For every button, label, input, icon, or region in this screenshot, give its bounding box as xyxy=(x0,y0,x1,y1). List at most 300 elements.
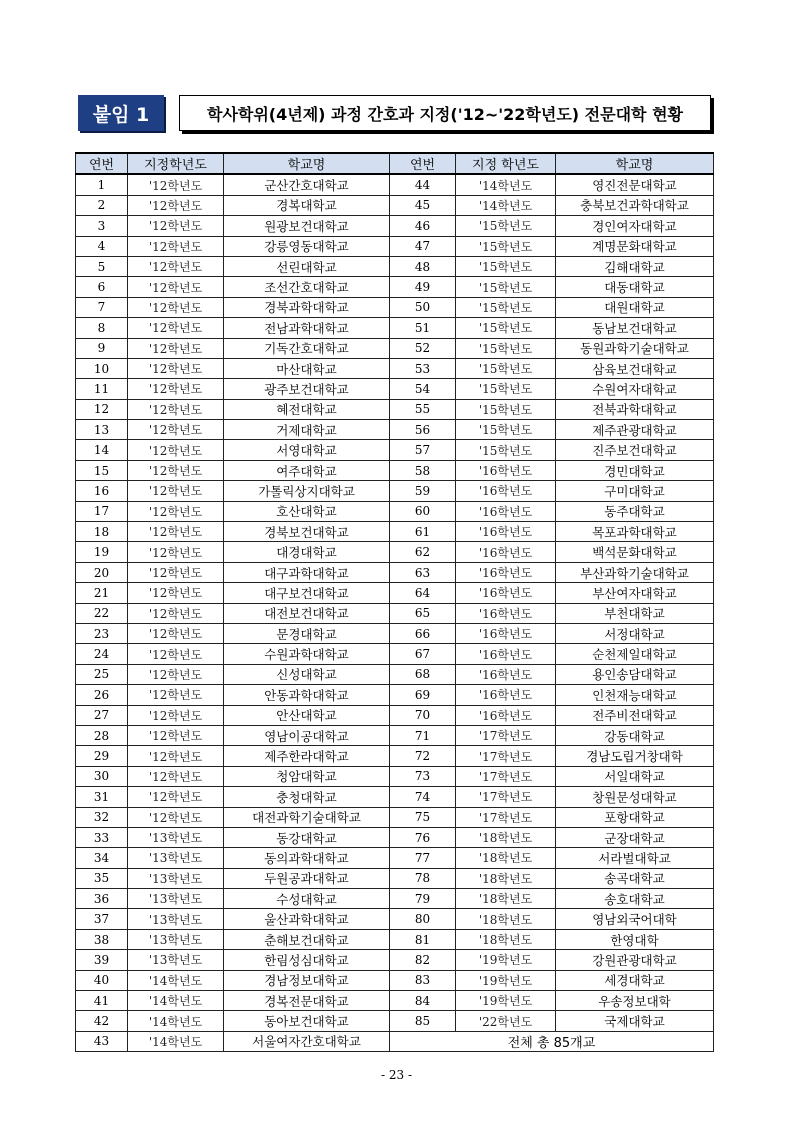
row-school: 구미대학교 xyxy=(556,481,714,501)
row-number: 11 xyxy=(76,379,128,399)
row-year: '16학년도 xyxy=(456,522,556,542)
row-number: 85 xyxy=(390,1011,456,1031)
row-year: '16학년도 xyxy=(456,664,556,684)
row-school: 경복대학교 xyxy=(224,195,390,215)
row-number: 64 xyxy=(390,583,456,603)
row-school: 문경대학교 xyxy=(224,623,390,643)
table-row xyxy=(76,950,714,970)
row-number: 66 xyxy=(390,623,456,643)
table-row xyxy=(76,399,714,419)
row-school: 대경대학교 xyxy=(224,542,390,562)
row-school: 강원관광대학교 xyxy=(556,950,714,970)
row-school: 동남보건대학교 xyxy=(556,318,714,338)
row-number: 82 xyxy=(390,950,456,970)
row-number: 23 xyxy=(76,623,128,643)
row-number: 62 xyxy=(390,542,456,562)
row-number: 63 xyxy=(390,562,456,582)
row-year: '16학년도 xyxy=(456,603,556,623)
row-school: 혜전대학교 xyxy=(224,399,390,419)
row-school: 국제대학교 xyxy=(556,1011,714,1031)
row-year: '16학년도 xyxy=(456,501,556,521)
row-number: 26 xyxy=(76,685,128,705)
row-school: 제주관광대학교 xyxy=(556,420,714,440)
row-number: 36 xyxy=(76,889,128,909)
row-school: 세경대학교 xyxy=(556,970,714,990)
row-school: 신성대학교 xyxy=(224,664,390,684)
row-number: 16 xyxy=(76,481,128,501)
col-header-number: 연번 xyxy=(390,153,456,174)
row-number: 24 xyxy=(76,644,128,664)
row-number: 51 xyxy=(390,318,456,338)
row-year: '17학년도 xyxy=(456,725,556,745)
row-school: 동의과학대학교 xyxy=(224,848,390,868)
row-year: '14학년도 xyxy=(128,1031,224,1051)
row-year: '15학년도 xyxy=(456,399,556,419)
row-school: 수성대학교 xyxy=(224,889,390,909)
row-year: '12학년도 xyxy=(128,542,224,562)
row-year: '15학년도 xyxy=(456,277,556,297)
row-number: 40 xyxy=(76,970,128,990)
row-year: '18학년도 xyxy=(456,889,556,909)
row-number: 73 xyxy=(390,766,456,786)
row-school: 우송정보대학 xyxy=(556,991,714,1011)
table-row xyxy=(76,787,714,807)
table-row xyxy=(76,685,714,705)
row-year: '15학년도 xyxy=(456,236,556,256)
row-number: 81 xyxy=(390,929,456,949)
row-school: 인천재능대학교 xyxy=(556,685,714,705)
row-school: 경북보건대학교 xyxy=(224,522,390,542)
row-school: 마산대학교 xyxy=(224,358,390,378)
col-header-year: 지정학년도 xyxy=(128,153,224,174)
row-number: 55 xyxy=(390,399,456,419)
row-school: 한영대학 xyxy=(556,929,714,949)
table-row xyxy=(76,542,714,562)
row-year: '12학년도 xyxy=(128,297,224,317)
table-row xyxy=(76,236,714,256)
table-row xyxy=(76,420,714,440)
row-year: '12학년도 xyxy=(128,644,224,664)
row-number: 19 xyxy=(76,542,128,562)
row-school: 가톨릭상지대학교 xyxy=(224,481,390,501)
table-row xyxy=(76,848,714,868)
page-title: 학사학위(4년제) 과정 간호과 지정('12~'22학년도) 전문대학 현황 xyxy=(179,95,711,131)
row-number: 54 xyxy=(390,379,456,399)
row-school: 경남정보대학교 xyxy=(224,970,390,990)
row-year: '18학년도 xyxy=(456,827,556,847)
row-year: '13학년도 xyxy=(128,827,224,847)
row-number: 44 xyxy=(390,174,456,195)
row-year: '18학년도 xyxy=(456,909,556,929)
row-number: 25 xyxy=(76,664,128,684)
row-number: 65 xyxy=(390,603,456,623)
table-row xyxy=(76,807,714,827)
table-row xyxy=(76,583,714,603)
row-number: 27 xyxy=(76,705,128,725)
table-row xyxy=(76,277,714,297)
row-school: 삼육보건대학교 xyxy=(556,358,714,378)
row-year: '19학년도 xyxy=(456,991,556,1011)
row-year: '16학년도 xyxy=(456,460,556,480)
table-row xyxy=(76,909,714,929)
row-year: '12학년도 xyxy=(128,705,224,725)
row-school: 계명문화대학교 xyxy=(556,236,714,256)
row-year: '12학년도 xyxy=(128,501,224,521)
row-number: 80 xyxy=(390,909,456,929)
row-school: 창원문성대학교 xyxy=(556,787,714,807)
row-year: '15학년도 xyxy=(456,318,556,338)
row-year: '12학년도 xyxy=(128,562,224,582)
table-row xyxy=(76,889,714,909)
row-school: 순천제일대학교 xyxy=(556,644,714,664)
college-list-table xyxy=(75,152,714,1052)
table-row xyxy=(76,174,714,195)
row-school: 전주비전대학교 xyxy=(556,705,714,725)
row-number: 47 xyxy=(390,236,456,256)
row-school: 송곡대학교 xyxy=(556,868,714,888)
row-number: 15 xyxy=(76,460,128,480)
row-number: 8 xyxy=(76,318,128,338)
attachment-badge: 붙임 1 xyxy=(78,95,164,131)
row-year: '12학년도 xyxy=(128,277,224,297)
row-school: 제주한라대학교 xyxy=(224,746,390,766)
row-number: 43 xyxy=(76,1031,128,1051)
row-year: '12학년도 xyxy=(128,685,224,705)
row-number: 6 xyxy=(76,277,128,297)
row-school: 용인송담대학교 xyxy=(556,664,714,684)
row-school: 전남과학대학교 xyxy=(224,318,390,338)
row-number: 45 xyxy=(390,195,456,215)
row-year: '12학년도 xyxy=(128,358,224,378)
table-row xyxy=(76,991,714,1011)
table-header-row xyxy=(76,153,714,174)
row-school: 원광보건대학교 xyxy=(224,216,390,236)
row-year: '22학년도 xyxy=(456,1011,556,1031)
row-number: 12 xyxy=(76,399,128,419)
row-number: 39 xyxy=(76,950,128,970)
total-count: 전체 총 85개교 xyxy=(390,1031,714,1051)
row-school: 송호대학교 xyxy=(556,889,714,909)
table-row xyxy=(76,929,714,949)
row-year: '12학년도 xyxy=(128,236,224,256)
row-number: 42 xyxy=(76,1011,128,1031)
row-year: '12학년도 xyxy=(128,664,224,684)
row-number: 77 xyxy=(390,848,456,868)
row-year: '19학년도 xyxy=(456,950,556,970)
row-number: 52 xyxy=(390,338,456,358)
row-number: 30 xyxy=(76,766,128,786)
row-number: 2 xyxy=(76,195,128,215)
row-year: '13학년도 xyxy=(128,889,224,909)
table-row xyxy=(76,195,714,215)
row-number: 3 xyxy=(76,216,128,236)
table-row xyxy=(76,216,714,236)
row-school: 강동대학교 xyxy=(556,725,714,745)
row-year: '17학년도 xyxy=(456,787,556,807)
row-school: 경민대학교 xyxy=(556,460,714,480)
row-number: 59 xyxy=(390,481,456,501)
row-year: '12학년도 xyxy=(128,399,224,419)
row-number: 5 xyxy=(76,256,128,276)
row-number: 46 xyxy=(390,216,456,236)
row-school: 광주보건대학교 xyxy=(224,379,390,399)
row-number: 4 xyxy=(76,236,128,256)
row-number: 78 xyxy=(390,868,456,888)
row-number: 37 xyxy=(76,909,128,929)
row-school: 백석문화대학교 xyxy=(556,542,714,562)
row-school: 춘해보건대학교 xyxy=(224,929,390,949)
row-year: '12학년도 xyxy=(128,379,224,399)
row-year: '12학년도 xyxy=(128,766,224,786)
row-number: 61 xyxy=(390,522,456,542)
row-school: 대원대학교 xyxy=(556,297,714,317)
row-year: '16학년도 xyxy=(456,481,556,501)
row-year: '19학년도 xyxy=(456,970,556,990)
row-year: '16학년도 xyxy=(456,685,556,705)
row-school: 동아보건대학교 xyxy=(224,1011,390,1031)
row-school: 울산과학대학교 xyxy=(224,909,390,929)
row-number: 31 xyxy=(76,787,128,807)
row-number: 10 xyxy=(76,358,128,378)
col-header-year: 지정 학년도 xyxy=(456,153,556,174)
row-year: '12학년도 xyxy=(128,174,224,195)
row-school: 한림성심대학교 xyxy=(224,950,390,970)
row-number: 67 xyxy=(390,644,456,664)
table-row xyxy=(76,746,714,766)
row-school: 대동대학교 xyxy=(556,277,714,297)
row-year: '12학년도 xyxy=(128,603,224,623)
row-school: 여주대학교 xyxy=(224,460,390,480)
row-school: 두원공과대학교 xyxy=(224,868,390,888)
row-number: 14 xyxy=(76,440,128,460)
row-number: 57 xyxy=(390,440,456,460)
row-year: '16학년도 xyxy=(456,705,556,725)
row-year: '12학년도 xyxy=(128,420,224,440)
row-year: '15학년도 xyxy=(456,216,556,236)
row-year: '16학년도 xyxy=(456,583,556,603)
table-row xyxy=(76,868,714,888)
row-school: 목포과학대학교 xyxy=(556,522,714,542)
row-year: '12학년도 xyxy=(128,460,224,480)
row-school: 진주보건대학교 xyxy=(556,440,714,460)
row-school: 조선간호대학교 xyxy=(224,277,390,297)
row-year: '17학년도 xyxy=(456,807,556,827)
table-row xyxy=(76,1031,714,1051)
row-year: '14학년도 xyxy=(128,970,224,990)
row-number: 20 xyxy=(76,562,128,582)
row-year: '16학년도 xyxy=(456,623,556,643)
row-year: '13학년도 xyxy=(128,868,224,888)
table-row xyxy=(76,460,714,480)
page-number: - 23 - xyxy=(380,1068,412,1082)
row-school: 충청대학교 xyxy=(224,787,390,807)
row-school: 거제대학교 xyxy=(224,420,390,440)
row-year: '12학년도 xyxy=(128,318,224,338)
table-row xyxy=(76,297,714,317)
row-number: 69 xyxy=(390,685,456,705)
row-year: '15학년도 xyxy=(456,297,556,317)
row-school: 대구보건대학교 xyxy=(224,583,390,603)
row-year: '12학년도 xyxy=(128,440,224,460)
row-year: '12학년도 xyxy=(128,338,224,358)
row-school: 서정대학교 xyxy=(556,623,714,643)
row-year: '12학년도 xyxy=(128,746,224,766)
row-number: 72 xyxy=(390,746,456,766)
row-school: 경복전문대학교 xyxy=(224,991,390,1011)
row-year: '15학년도 xyxy=(456,256,556,276)
row-number: 13 xyxy=(76,420,128,440)
row-school: 동강대학교 xyxy=(224,827,390,847)
row-year: '12학년도 xyxy=(128,216,224,236)
table-row xyxy=(76,705,714,725)
row-year: '16학년도 xyxy=(456,644,556,664)
table-row xyxy=(76,827,714,847)
row-year: '15학년도 xyxy=(456,379,556,399)
row-number: 70 xyxy=(390,705,456,725)
row-school: 기독간호대학교 xyxy=(224,338,390,358)
row-number: 48 xyxy=(390,256,456,276)
row-year: '15학년도 xyxy=(456,420,556,440)
row-number: 28 xyxy=(76,725,128,745)
row-number: 74 xyxy=(390,787,456,807)
row-number: 41 xyxy=(76,991,128,1011)
table-row xyxy=(76,522,714,542)
table-row xyxy=(76,603,714,623)
row-school: 부산과학기술대학교 xyxy=(556,562,714,582)
row-year: '16학년도 xyxy=(456,542,556,562)
row-number: 58 xyxy=(390,460,456,480)
row-number: 1 xyxy=(76,174,128,195)
row-school: 선린대학교 xyxy=(224,256,390,276)
row-number: 60 xyxy=(390,501,456,521)
row-number: 38 xyxy=(76,929,128,949)
col-header-number: 연번 xyxy=(76,153,128,174)
row-school: 동주대학교 xyxy=(556,501,714,521)
row-number: 18 xyxy=(76,522,128,542)
row-school: 청암대학교 xyxy=(224,766,390,786)
row-school: 대구과학대학교 xyxy=(224,562,390,582)
table-body xyxy=(76,174,714,1051)
row-school: 안산대학교 xyxy=(224,705,390,725)
table-row xyxy=(76,256,714,276)
col-header-school: 학교명 xyxy=(556,153,714,174)
row-number: 79 xyxy=(390,889,456,909)
row-school: 포항대학교 xyxy=(556,807,714,827)
row-year: '15학년도 xyxy=(456,440,556,460)
table-row xyxy=(76,358,714,378)
table-row xyxy=(76,440,714,460)
table-row xyxy=(76,501,714,521)
row-school: 서일대학교 xyxy=(556,766,714,786)
row-year: '17학년도 xyxy=(456,746,556,766)
row-year: '12학년도 xyxy=(128,195,224,215)
table-row xyxy=(76,623,714,643)
row-number: 75 xyxy=(390,807,456,827)
row-number: 84 xyxy=(390,991,456,1011)
row-year: '14학년도 xyxy=(128,1011,224,1031)
row-number: 22 xyxy=(76,603,128,623)
row-school: 서라벌대학교 xyxy=(556,848,714,868)
row-school: 군산간호대학교 xyxy=(224,174,390,195)
row-school: 강릉영동대학교 xyxy=(224,236,390,256)
table-row xyxy=(76,338,714,358)
row-number: 32 xyxy=(76,807,128,827)
row-year: '17학년도 xyxy=(456,766,556,786)
row-number: 56 xyxy=(390,420,456,440)
row-number: 53 xyxy=(390,358,456,378)
col-header-school: 학교명 xyxy=(224,153,390,174)
row-year: '13학년도 xyxy=(128,909,224,929)
row-year: '12학년도 xyxy=(128,623,224,643)
row-number: 9 xyxy=(76,338,128,358)
row-school: 영남이공대학교 xyxy=(224,725,390,745)
table-row xyxy=(76,318,714,338)
row-year: '12학년도 xyxy=(128,256,224,276)
row-number: 76 xyxy=(390,827,456,847)
row-number: 17 xyxy=(76,501,128,521)
row-number: 68 xyxy=(390,664,456,684)
row-number: 29 xyxy=(76,746,128,766)
row-year: '14학년도 xyxy=(128,991,224,1011)
row-year: '12학년도 xyxy=(128,807,224,827)
row-number: 50 xyxy=(390,297,456,317)
row-school: 군장대학교 xyxy=(556,827,714,847)
table-row xyxy=(76,664,714,684)
row-number: 83 xyxy=(390,970,456,990)
row-year: '15학년도 xyxy=(456,338,556,358)
row-school: 수원여자대학교 xyxy=(556,379,714,399)
row-school: 호산대학교 xyxy=(224,501,390,521)
row-school: 영진전문대학교 xyxy=(556,174,714,195)
row-year: '13학년도 xyxy=(128,848,224,868)
row-school: 안동과학대학교 xyxy=(224,685,390,705)
row-number: 34 xyxy=(76,848,128,868)
row-year: '14학년도 xyxy=(456,195,556,215)
row-school: 서영대학교 xyxy=(224,440,390,460)
row-school: 경남도립거창대학 xyxy=(556,746,714,766)
row-number: 7 xyxy=(76,297,128,317)
row-school: 대전과학기술대학교 xyxy=(224,807,390,827)
row-year: '12학년도 xyxy=(128,522,224,542)
table-row xyxy=(76,970,714,990)
row-number: 49 xyxy=(390,277,456,297)
row-school: 전북과학대학교 xyxy=(556,399,714,419)
row-year: '12학년도 xyxy=(128,725,224,745)
row-school: 동원과학기술대학교 xyxy=(556,338,714,358)
row-school: 경인여자대학교 xyxy=(556,216,714,236)
row-year: '12학년도 xyxy=(128,583,224,603)
row-school: 수원과학대학교 xyxy=(224,644,390,664)
row-school: 부산여자대학교 xyxy=(556,583,714,603)
row-year: '13학년도 xyxy=(128,950,224,970)
table-row xyxy=(76,725,714,745)
row-year: '18학년도 xyxy=(456,848,556,868)
row-school: 충북보건과학대학교 xyxy=(556,195,714,215)
row-year: '18학년도 xyxy=(456,868,556,888)
table-row xyxy=(76,1011,714,1031)
row-year: '12학년도 xyxy=(128,787,224,807)
row-number: 71 xyxy=(390,725,456,745)
row-school: 영남외국어대학 xyxy=(556,909,714,929)
table-row xyxy=(76,766,714,786)
table-row xyxy=(76,379,714,399)
row-school: 경북과학대학교 xyxy=(224,297,390,317)
row-year: '15학년도 xyxy=(456,358,556,378)
table-row xyxy=(76,562,714,582)
table-row xyxy=(76,644,714,664)
row-year: '14학년도 xyxy=(456,174,556,195)
row-year: '16학년도 xyxy=(456,562,556,582)
